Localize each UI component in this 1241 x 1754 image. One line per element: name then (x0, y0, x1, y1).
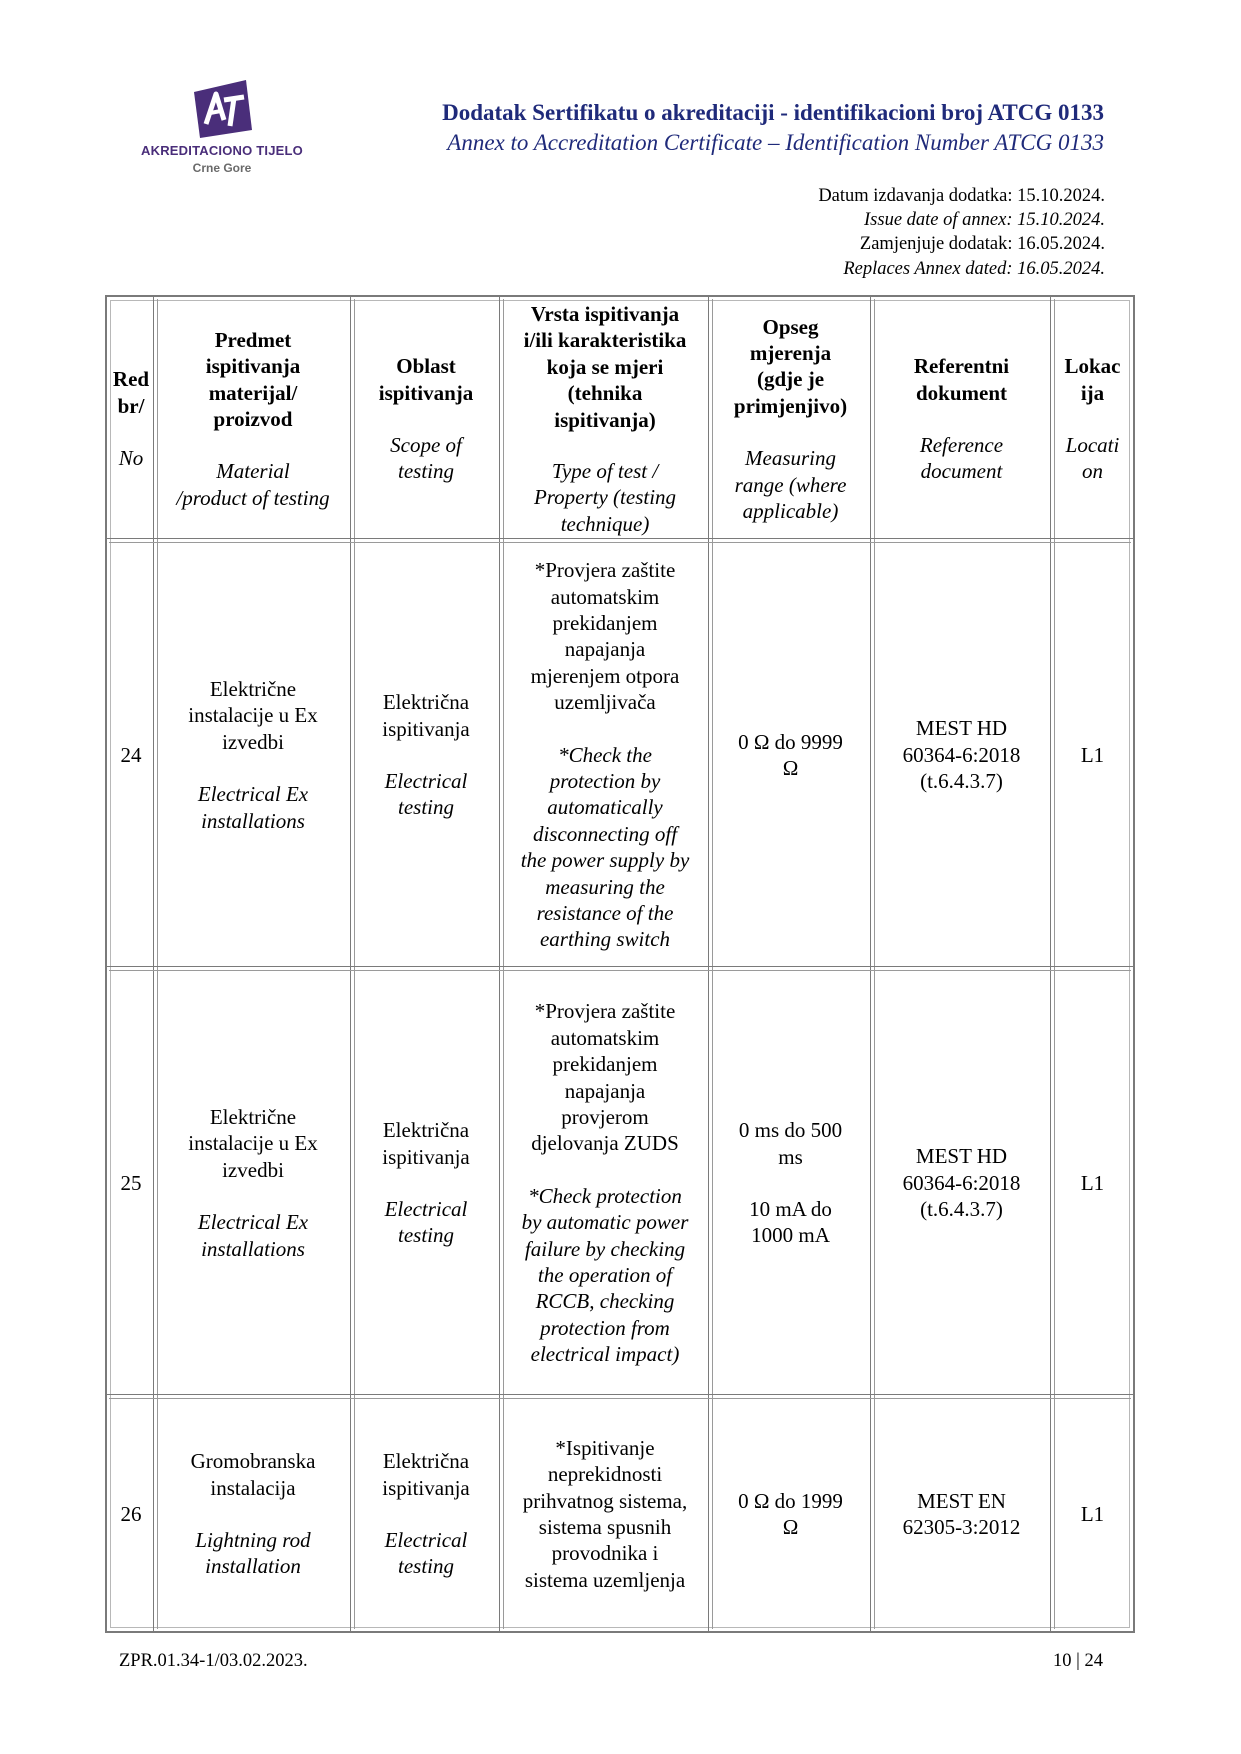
row-26-test-type: *Ispitivanje neprekidnosti prihvatnog sistema, sistema spusnih provodnika i sistema uzemljenja (522, 1435, 688, 1592)
row-25-location: L1 (1080, 1170, 1105, 1195)
row-25-no: 25 (120, 1170, 142, 1195)
row-24-location: L1 (1080, 742, 1105, 767)
issue-date-en: Issue date of annex: 15.10.2024. (864, 210, 1105, 231)
logo-org-sub: Crne Gore (192, 161, 252, 175)
document-code: ZPR.01.34-1/03.02.2023. (119, 1651, 308, 1671)
row-24-no: 24 (120, 742, 142, 767)
row-26-scope: Električna ispitivanja Electrical testing (382, 1449, 470, 1579)
page-number: 10 | 24 (1053, 1651, 1103, 1671)
header-location: Lokac ija Locati on (1064, 354, 1121, 484)
row-25-test-type: *Provjera zaštite automatskim prekidanjem napajanja provjerom djelovanja ZUDS *Check protection by automatic power failure by checking the operation of RCCB, checking protection from electrical impact) (521, 999, 689, 1367)
table-col-divider (499, 295, 500, 1633)
header-test-type: Vrsta ispitivanja i/ili karakteristika koja se mjeri (tehnika ispitivanja) Type of test / Property (testing technique) (523, 302, 687, 536)
row-24-material: Električne instalacije u Ex izvedbi Electrical Ex installations (188, 676, 318, 833)
logo-org-name: AKREDITACIONO TIJELO (141, 143, 303, 158)
row-24-scope: Električna ispitivanja Electrical testing (382, 690, 470, 820)
row-26-reference: MEST EN 62305-3:2012 (902, 1488, 1021, 1539)
table-col-divider (350, 295, 351, 1633)
table-row-divider (105, 966, 1135, 967)
issue-date: Datum izdavanja dodatka: 15.10.2024. (818, 186, 1105, 206)
row-25-scope: Električna ispitivanja Electrical testing (382, 1118, 470, 1248)
row-24-test-type: *Provjera zaštite automatskim prekidanjem napajanja mjerenjem otpora uzemljivača *Check the protection by automatically disconnecting off the power supply by measuring the resistance of the earthing switch (520, 558, 690, 952)
row-26-material: Gromobranska instalacija Lightning rod installation (190, 1449, 316, 1579)
accreditation-scope-table (105, 295, 1135, 1633)
row-24-range: 0 Ω do 9999 Ω (738, 729, 843, 780)
table-row-divider (105, 538, 1135, 539)
row-26-location: L1 (1080, 1501, 1105, 1526)
document-title: Dodatak Sertifikatu o akreditaciji - identifikacioni broj ATCG 0133 (442, 100, 1104, 125)
accreditation-logo-icon (194, 80, 252, 138)
replaces-date: Zamjenjuje dodatak: 16.05.2024. (859, 234, 1105, 255)
row-26-no: 26 (120, 1501, 142, 1526)
annex-dates (818, 184, 1105, 281)
table-row-divider (105, 1394, 1135, 1395)
table-col-divider (153, 295, 154, 1633)
row-24-reference: MEST HD 60364-6:2018 (t.6.4.3.7) (902, 716, 1021, 794)
header-material: Predmet ispitivanja materijal/ proizvod Material /product of testing (176, 327, 330, 510)
header-reference: Referentni dokument Reference document (913, 354, 1010, 484)
row-26-range: 0 Ω do 1999 Ω (738, 1488, 843, 1539)
header-no: Red br/ No (112, 367, 150, 471)
header-scope: Oblast ispitivanja Scope of testing (378, 354, 474, 484)
row-25-material: Električne instalacije u Ex izvedbi Electrical Ex installations (188, 1104, 318, 1261)
table-col-divider (1050, 295, 1051, 1633)
row-25-range: 0 ms do 500 ms 10 mA do 1000 mA (738, 1118, 843, 1248)
replaces-date-en: Replaces Annex dated: 16.05.2024. (843, 258, 1105, 279)
document-title-en: Annex to Accreditation Certificate – Identification Number ATCG 0133 (447, 130, 1104, 155)
row-25-reference: MEST HD 60364-6:2018 (t.6.4.3.7) (902, 1144, 1021, 1222)
header-range: Opseg mjerenja (gdje je primjenjivo) Measuring range (where applicable) (733, 314, 848, 524)
table-col-divider (870, 295, 871, 1633)
table-col-divider (708, 295, 709, 1633)
logo (122, 80, 322, 180)
